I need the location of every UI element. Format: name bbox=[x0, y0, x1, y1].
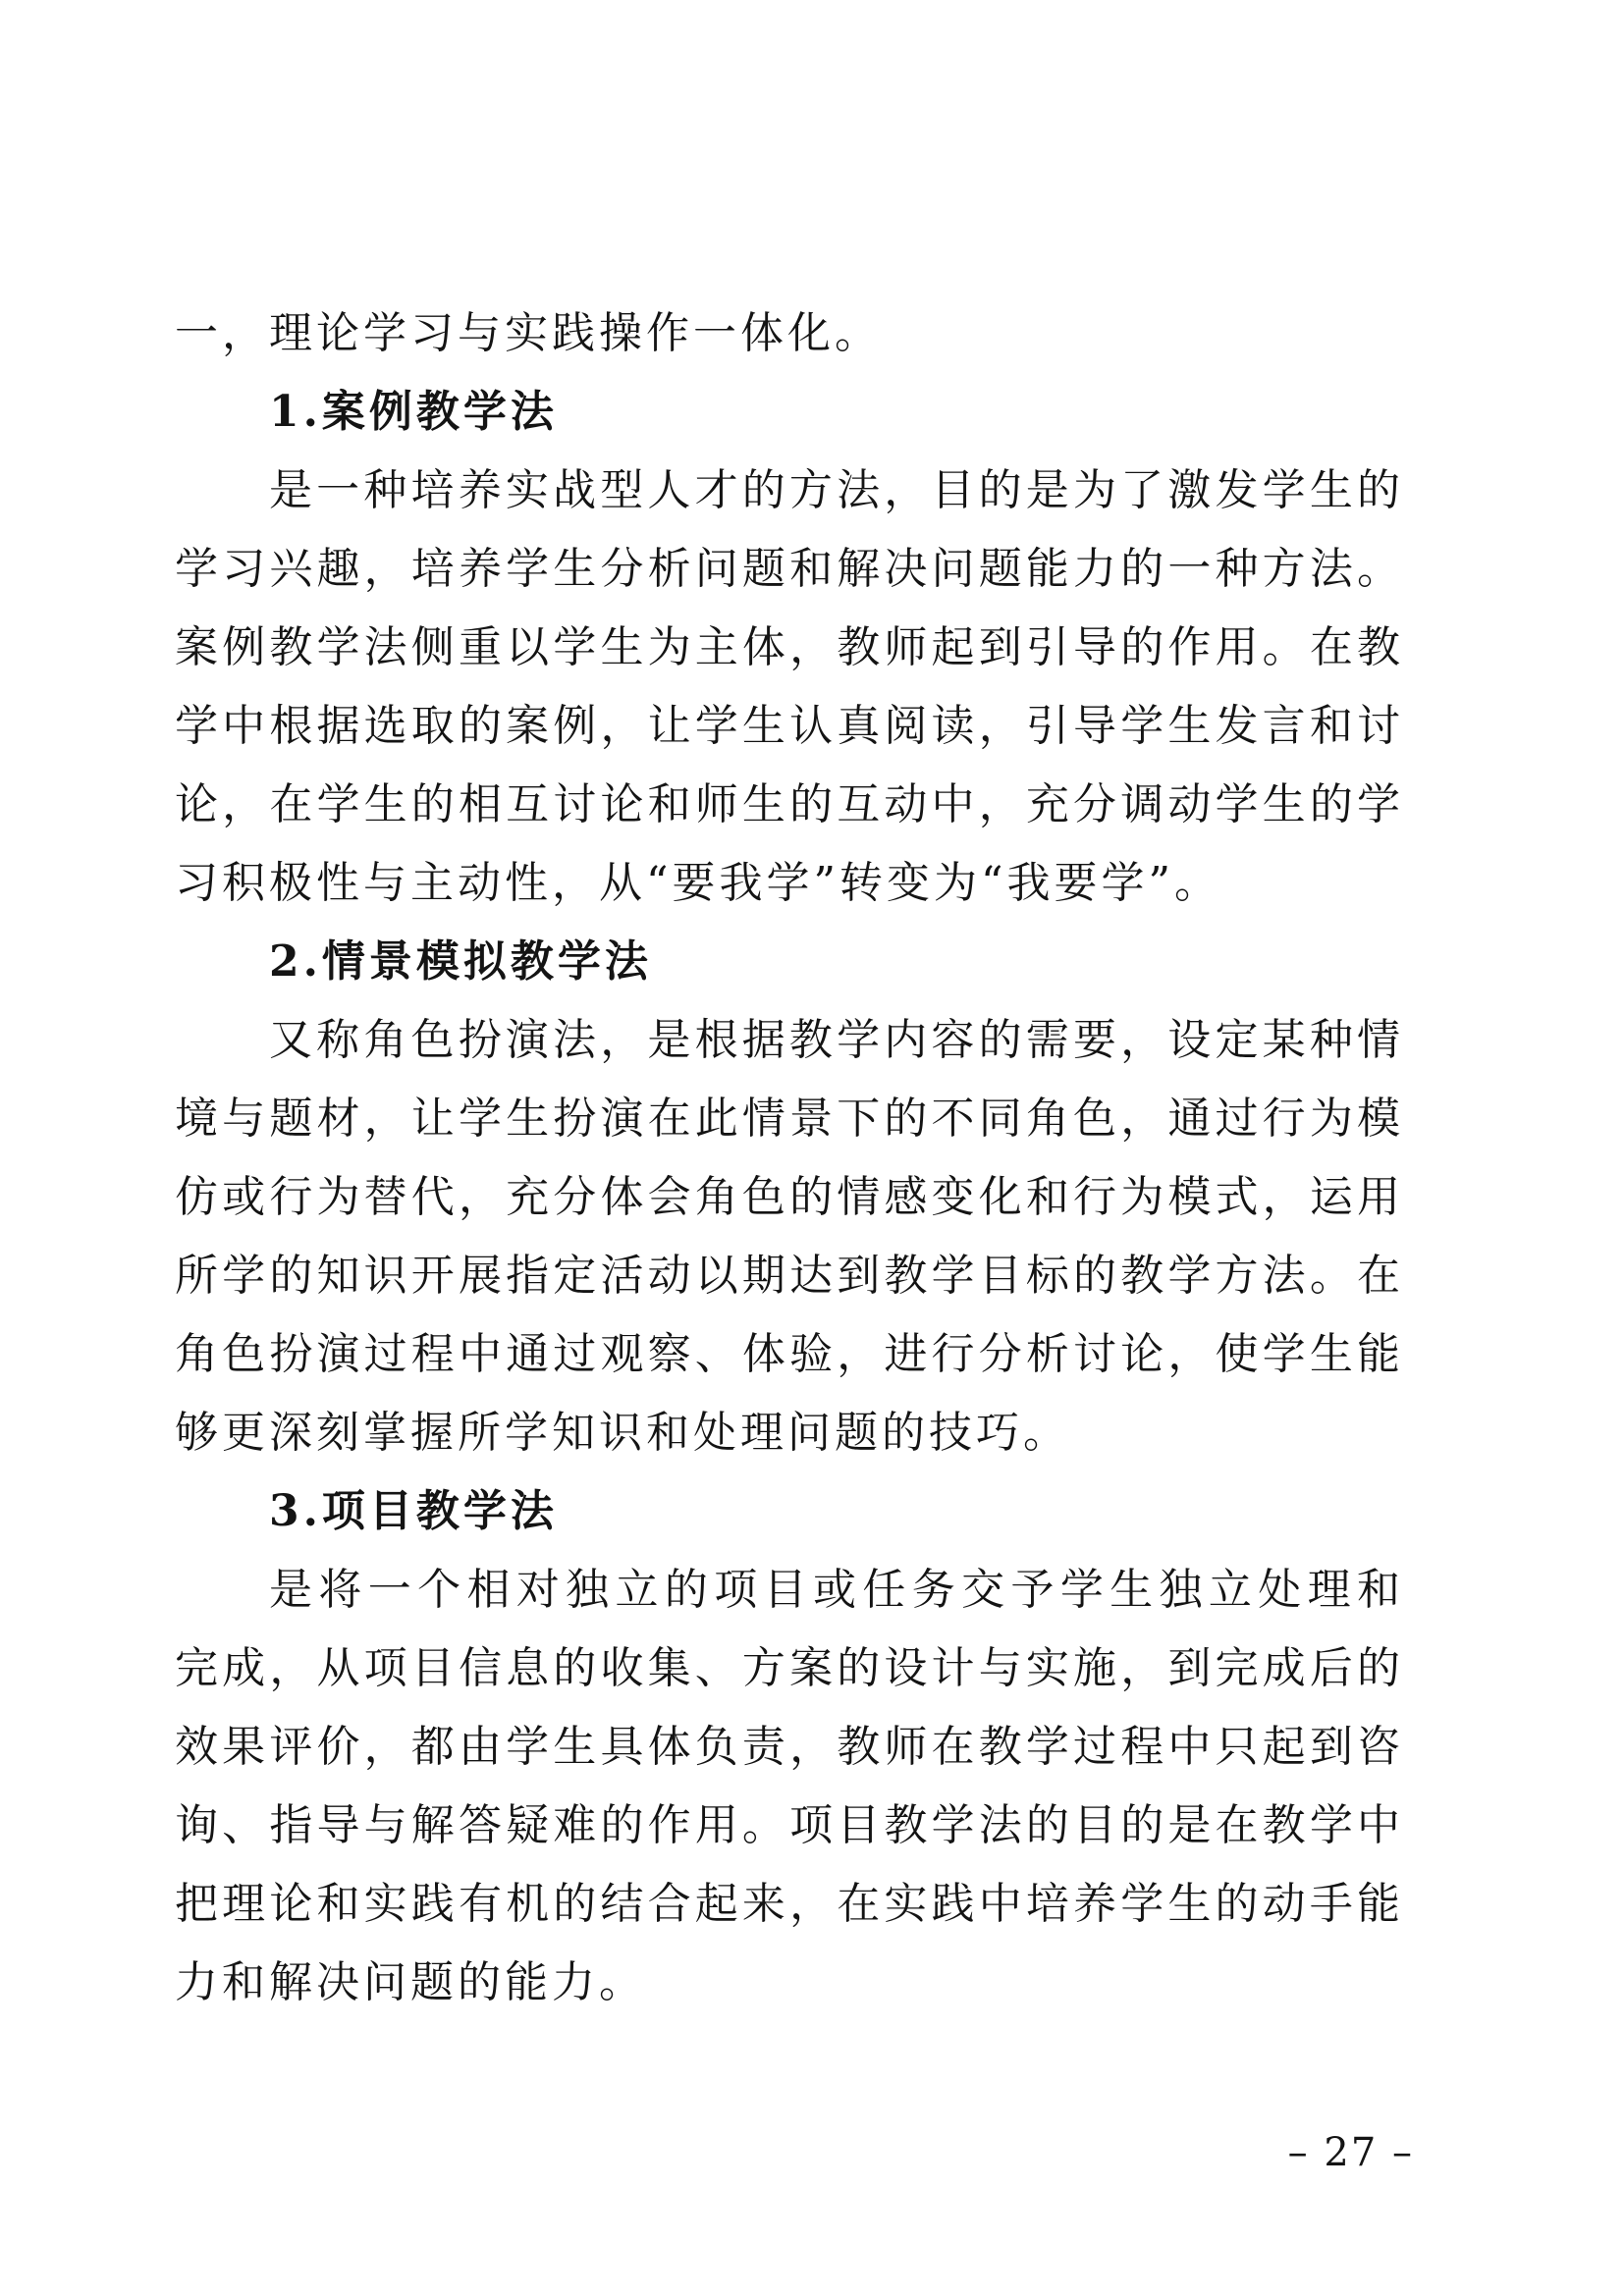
heading-line: 2.情景模拟教学法 bbox=[269, 936, 652, 987]
text-line: 是一种培养实战型人才的方法，目的是为了激发学生的 bbox=[269, 465, 1404, 515]
text-line: 够更深刻掌握所学知识和处理问题的技巧。 bbox=[175, 1408, 1070, 1458]
text-line: 学习兴趣，培养学生分析问题和解决问题能力的一种方法。 bbox=[175, 544, 1404, 594]
heading-line: 1.案例教学法 bbox=[269, 387, 558, 437]
text-line: 是将一个相对独立的项目或任务交予学生独立处理和 bbox=[269, 1565, 1404, 1615]
page-footer bbox=[1288, 2128, 1414, 2177]
text-line: 境与题材，让学生扮演在此情景下的不同角色，通过行为模 bbox=[175, 1094, 1404, 1144]
text-line: 角色扮演过程中通过观察、体验，进行分析讨论，使学生能 bbox=[175, 1329, 1404, 1379]
text-line: 完成，从项目信息的收集、方案的设计与实施，到完成后的 bbox=[175, 1643, 1404, 1693]
paragraph bbox=[175, 452, 1404, 923]
paragraph bbox=[175, 1551, 1404, 2022]
text-line: 案例教学法侧重以学生为主体，教师起到引导的作用。在教 bbox=[175, 622, 1404, 672]
section-heading bbox=[175, 923, 1404, 1001]
paragraph bbox=[175, 294, 1404, 373]
section-heading bbox=[175, 1472, 1404, 1551]
page-number: – 27 – bbox=[1287, 2130, 1414, 2175]
text-line: 论，在学生的相互讨论和师生的互动中，充分调动学生的学 bbox=[175, 779, 1404, 829]
document-content bbox=[175, 294, 1404, 2022]
text-line: 一，理论学习与实践操作一体化。 bbox=[175, 308, 882, 358]
text-line: 学中根据选取的案例，让学生认真阅读，引导学生发言和讨 bbox=[175, 701, 1404, 751]
heading-line: 3.项目教学法 bbox=[269, 1486, 558, 1536]
text-line: 又称角色扮演法，是根据教学内容的需要，设定某种情 bbox=[269, 1015, 1404, 1065]
text-line: 把理论和实践有机的结合起来，在实践中培养学生的动手能 bbox=[175, 1879, 1404, 1929]
text-line: 习积极性与主动性，从“要我学”转变为“我要学”。 bbox=[175, 858, 1221, 908]
paragraph bbox=[175, 1001, 1404, 1472]
text-line: 所学的知识开展指定活动以期达到教学目标的教学方法。在 bbox=[175, 1251, 1404, 1301]
text-line: 力和解决问题的能力。 bbox=[175, 1957, 646, 2007]
text-line: 询、指导与解答疑难的作用。项目教学法的目的是在教学中 bbox=[175, 1800, 1404, 1850]
text-line: 仿或行为替代，充分体会角色的情感变化和行为模式，运用 bbox=[175, 1172, 1404, 1222]
text-line: 效果评价，都由学生具体负责，教师在教学过程中只起到咨 bbox=[175, 1722, 1404, 1772]
section-heading bbox=[175, 373, 1404, 452]
